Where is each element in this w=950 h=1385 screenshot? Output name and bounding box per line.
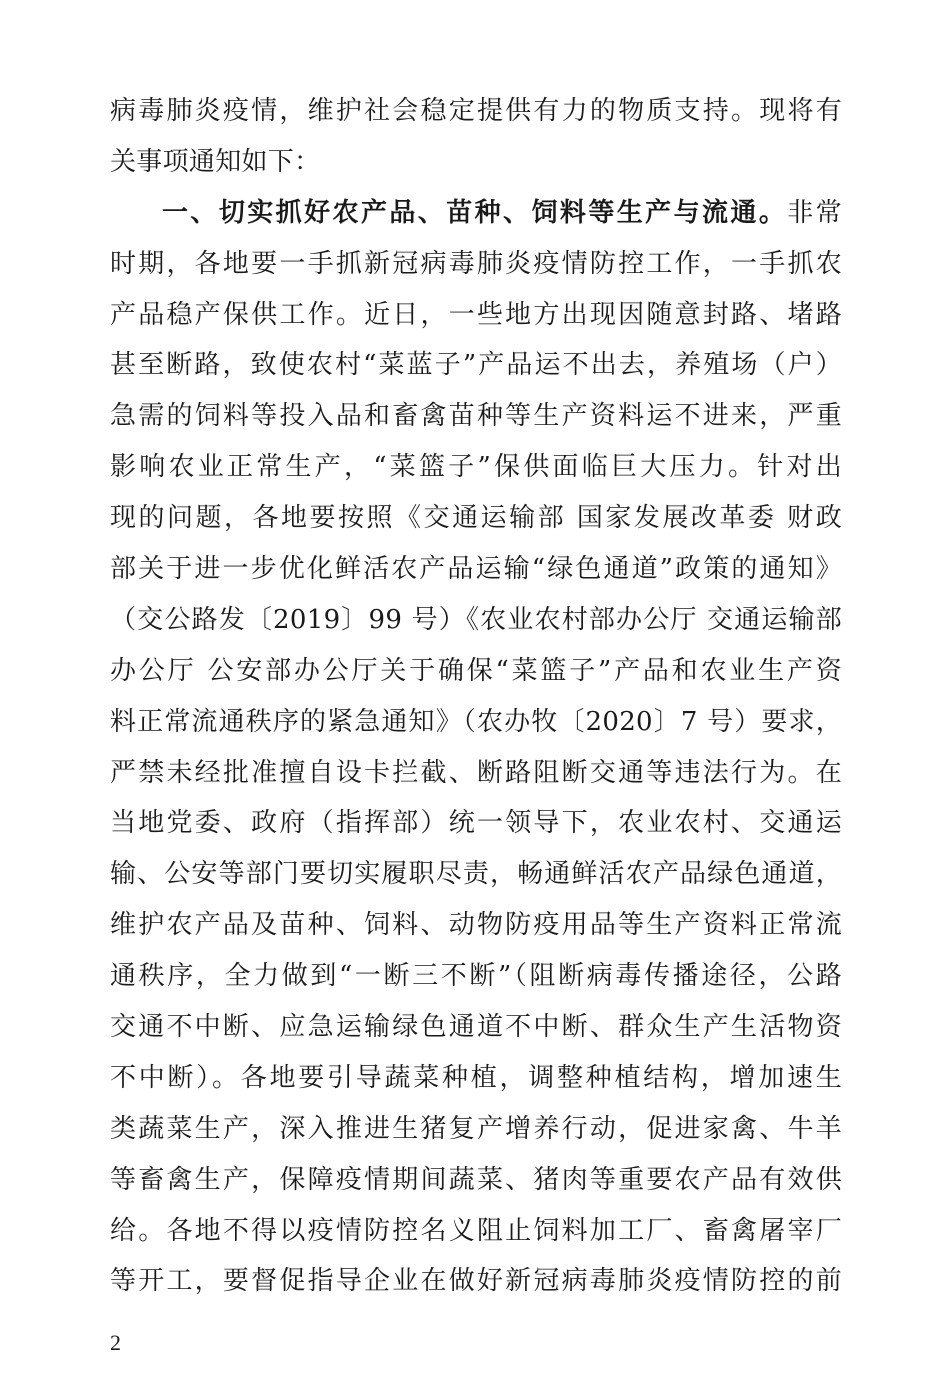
- section-heading-line: [110, 188, 842, 239]
- text-line: 影响农业正常生产，“菜篮子”保供面临巨大压力。针对出: [110, 452, 842, 483]
- text-line: 维护农产品及苗种、饲料、动物防疫用品等生产资料正常流: [110, 910, 842, 941]
- text-line: 通秩序，全力做到“一断三不断”（阻断病毒传播途径，公路: [110, 961, 842, 992]
- text-line: 病毒肺炎疫情，维护社会稳定提供有力的物质支持。现将有: [110, 96, 842, 126]
- text-line: 当地党委、政府（指挥部）统一领导下，农业农村、交通运: [110, 808, 842, 839]
- text-line: 类蔬菜生产，深入推进生猪复产增养行动，促进家禽、牛羊: [110, 1113, 842, 1144]
- text-line: 等畜禽生产，保障疫情期间蔬菜、猪肉等重要农产品有效供: [110, 1164, 842, 1195]
- page-number: 2: [110, 1330, 121, 1355]
- text-line: 输、公安等部门要切实履职尽责，畅通鲜活农产品绿色通道，: [110, 859, 842, 890]
- text-line: 部关于进一步优化鲜活农产品运输“绿色通道”政策的通知》: [110, 554, 842, 585]
- section-heading-continuation: 非常: [787, 197, 842, 228]
- section-heading: 一、切实抓好农产品、苗种、饲料等生产与流通。: [162, 197, 788, 228]
- text-line: 急需的饲料等投入品和畜禽苗种等生产资料运不进来，严重: [110, 401, 842, 432]
- text-line: 交通不中断、应急运输绿色通道不中断、群众生产生活物资: [110, 1012, 842, 1043]
- text-line: 严禁未经批准擅自设卡拦截、断路阻断交通等违法行为。在: [110, 757, 842, 788]
- text-line: 等开工，要督促指导企业在做好新冠病毒肺炎疫情防控的前: [110, 1266, 842, 1297]
- body-text: [110, 86, 842, 1307]
- text-line: 关事项通知如下：: [110, 146, 321, 177]
- text-line: 料正常流通秩序的紧急通知》（农办牧〔2020〕7 号）要求，: [110, 706, 842, 737]
- text-line: 给。各地不得以疫情防控名义阻止饲料加工厂、畜禽屠宰厂: [110, 1215, 842, 1246]
- text-line: 产品稳产保供工作。近日，一些地方出现因随意封路、堵路: [110, 299, 842, 330]
- text-line: 不中断）。各地要引导蔬菜种植，调整种植结构，增加速生: [110, 1062, 842, 1093]
- text-line: 甚至断路，致使农村“菜蓝子”产品运不出去，养殖场（户）: [110, 350, 842, 381]
- text-line: 时期，各地要一手抓新冠病毒肺炎疫情防控工作，一手抓农: [110, 248, 842, 279]
- text-line: （交公路发〔2019〕99 号）《农业农村部办公厅 交通运输部: [110, 604, 842, 635]
- text-line: 办公厅 公安部办公厅关于确保“菜篮子”产品和农业生产资: [110, 655, 842, 686]
- text-line: 现的问题，各地要按照《交通运输部 国家发展改革委 财政: [110, 503, 842, 534]
